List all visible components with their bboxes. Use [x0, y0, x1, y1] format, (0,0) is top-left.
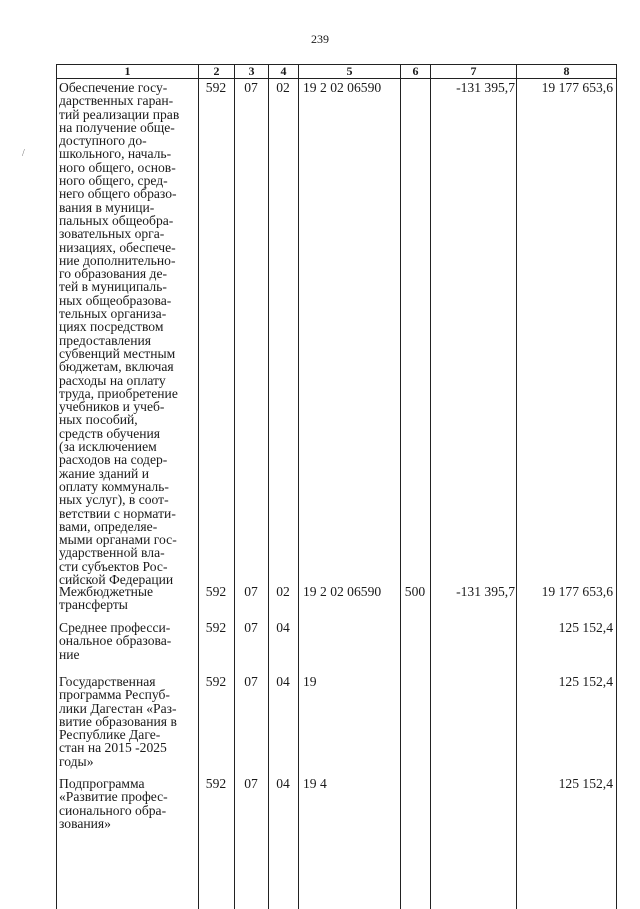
cell-total-amount: 125 152,4 — [558, 674, 613, 689]
cell-subsection: 04 — [276, 674, 290, 689]
cell-target-article: 19 2 02 06590 — [303, 80, 382, 95]
cell-total-amount: 19 177 653,6 — [541, 80, 613, 95]
row-name: Подпрограмма «Развитие профес- сионального обра- зования» — [59, 776, 168, 831]
cell-section: 07 — [244, 584, 258, 599]
column-header-7: 7 — [470, 64, 477, 78]
cell-section: 07 — [244, 620, 258, 635]
cell-ministry-code: 592 — [205, 584, 227, 599]
cell-total-amount: 19 177 653,6 — [541, 584, 613, 599]
cell-subsection: 02 — [276, 80, 290, 95]
cell-section: 07 — [244, 776, 258, 791]
row-name: Среднее професси- ональное образова- ние — [59, 620, 172, 662]
cell-ministry-code: 592 — [205, 776, 227, 791]
cell-subsection: 02 — [276, 584, 290, 599]
cell-target-article: 19 2 02 06590 — [303, 584, 382, 599]
column-header-8: 8 — [563, 64, 570, 78]
column-header-5: 5 — [346, 64, 353, 78]
cell-target-article: 19 — [303, 674, 317, 689]
cell-total-amount: 125 152,4 — [558, 620, 613, 635]
page-number: 239 — [311, 32, 329, 46]
column-header-1: 1 — [124, 64, 131, 78]
column-divider — [430, 64, 431, 909]
cell-ministry-code: 592 — [205, 620, 227, 635]
column-divider — [298, 64, 299, 909]
table-header-row — [57, 64, 616, 79]
cell-expense-type: 500 — [404, 584, 426, 599]
column-divider — [400, 64, 401, 909]
cell-subsection: 04 — [276, 620, 290, 635]
cell-section: 07 — [244, 80, 258, 95]
cell-ministry-code: 592 — [205, 80, 227, 95]
cell-total-amount: 125 152,4 — [558, 776, 613, 791]
cell-change-amount: -131 395,7 — [456, 80, 515, 95]
column-header-4: 4 — [280, 64, 287, 78]
cell-section: 07 — [244, 674, 258, 689]
row-name: Обеспечение госу- дарственных гаран- тий реализации прав на получение обще- доступного до- школьного, началь- ного общего, основ- ного общего, сред- него общего образо- вания в муници- пальных общеобра- зовательных орга- низациях, обеспече- ние дополнительно- го образования де- тей в муниципаль- ных общеобразова- тельных организа- циях посредством предоставления субвенций местным бюджетам, включая расходы на оплату труда, приобретение учебников и учеб- ных пособий, средств обучения (за исключением расходов на содер- жание зданий и оплату коммуналь- ных услуг), в соот- ветствии с нормати- вами, определяе- мыми органами гос- ударственной вла- сти субъектов Рос- сийской Федерации — [59, 80, 180, 587]
budget-table — [56, 64, 617, 909]
cell-target-article: 19 4 — [303, 776, 327, 791]
scan-mark: / — [22, 148, 25, 159]
cell-subsection: 04 — [276, 776, 290, 791]
column-header-3: 3 — [248, 64, 255, 78]
cell-ministry-code: 592 — [205, 674, 227, 689]
row-name: Государственная программа Респуб- лики Дагестан «Раз- витие образования в Республике Даге- стан на 2015 -2025 годы» — [59, 674, 177, 769]
row-name: Межбюджетные трансферты — [59, 584, 154, 613]
cell-change-amount: -131 395,7 — [456, 584, 515, 599]
column-header-2: 2 — [213, 64, 220, 78]
column-header-6: 6 — [412, 64, 419, 78]
